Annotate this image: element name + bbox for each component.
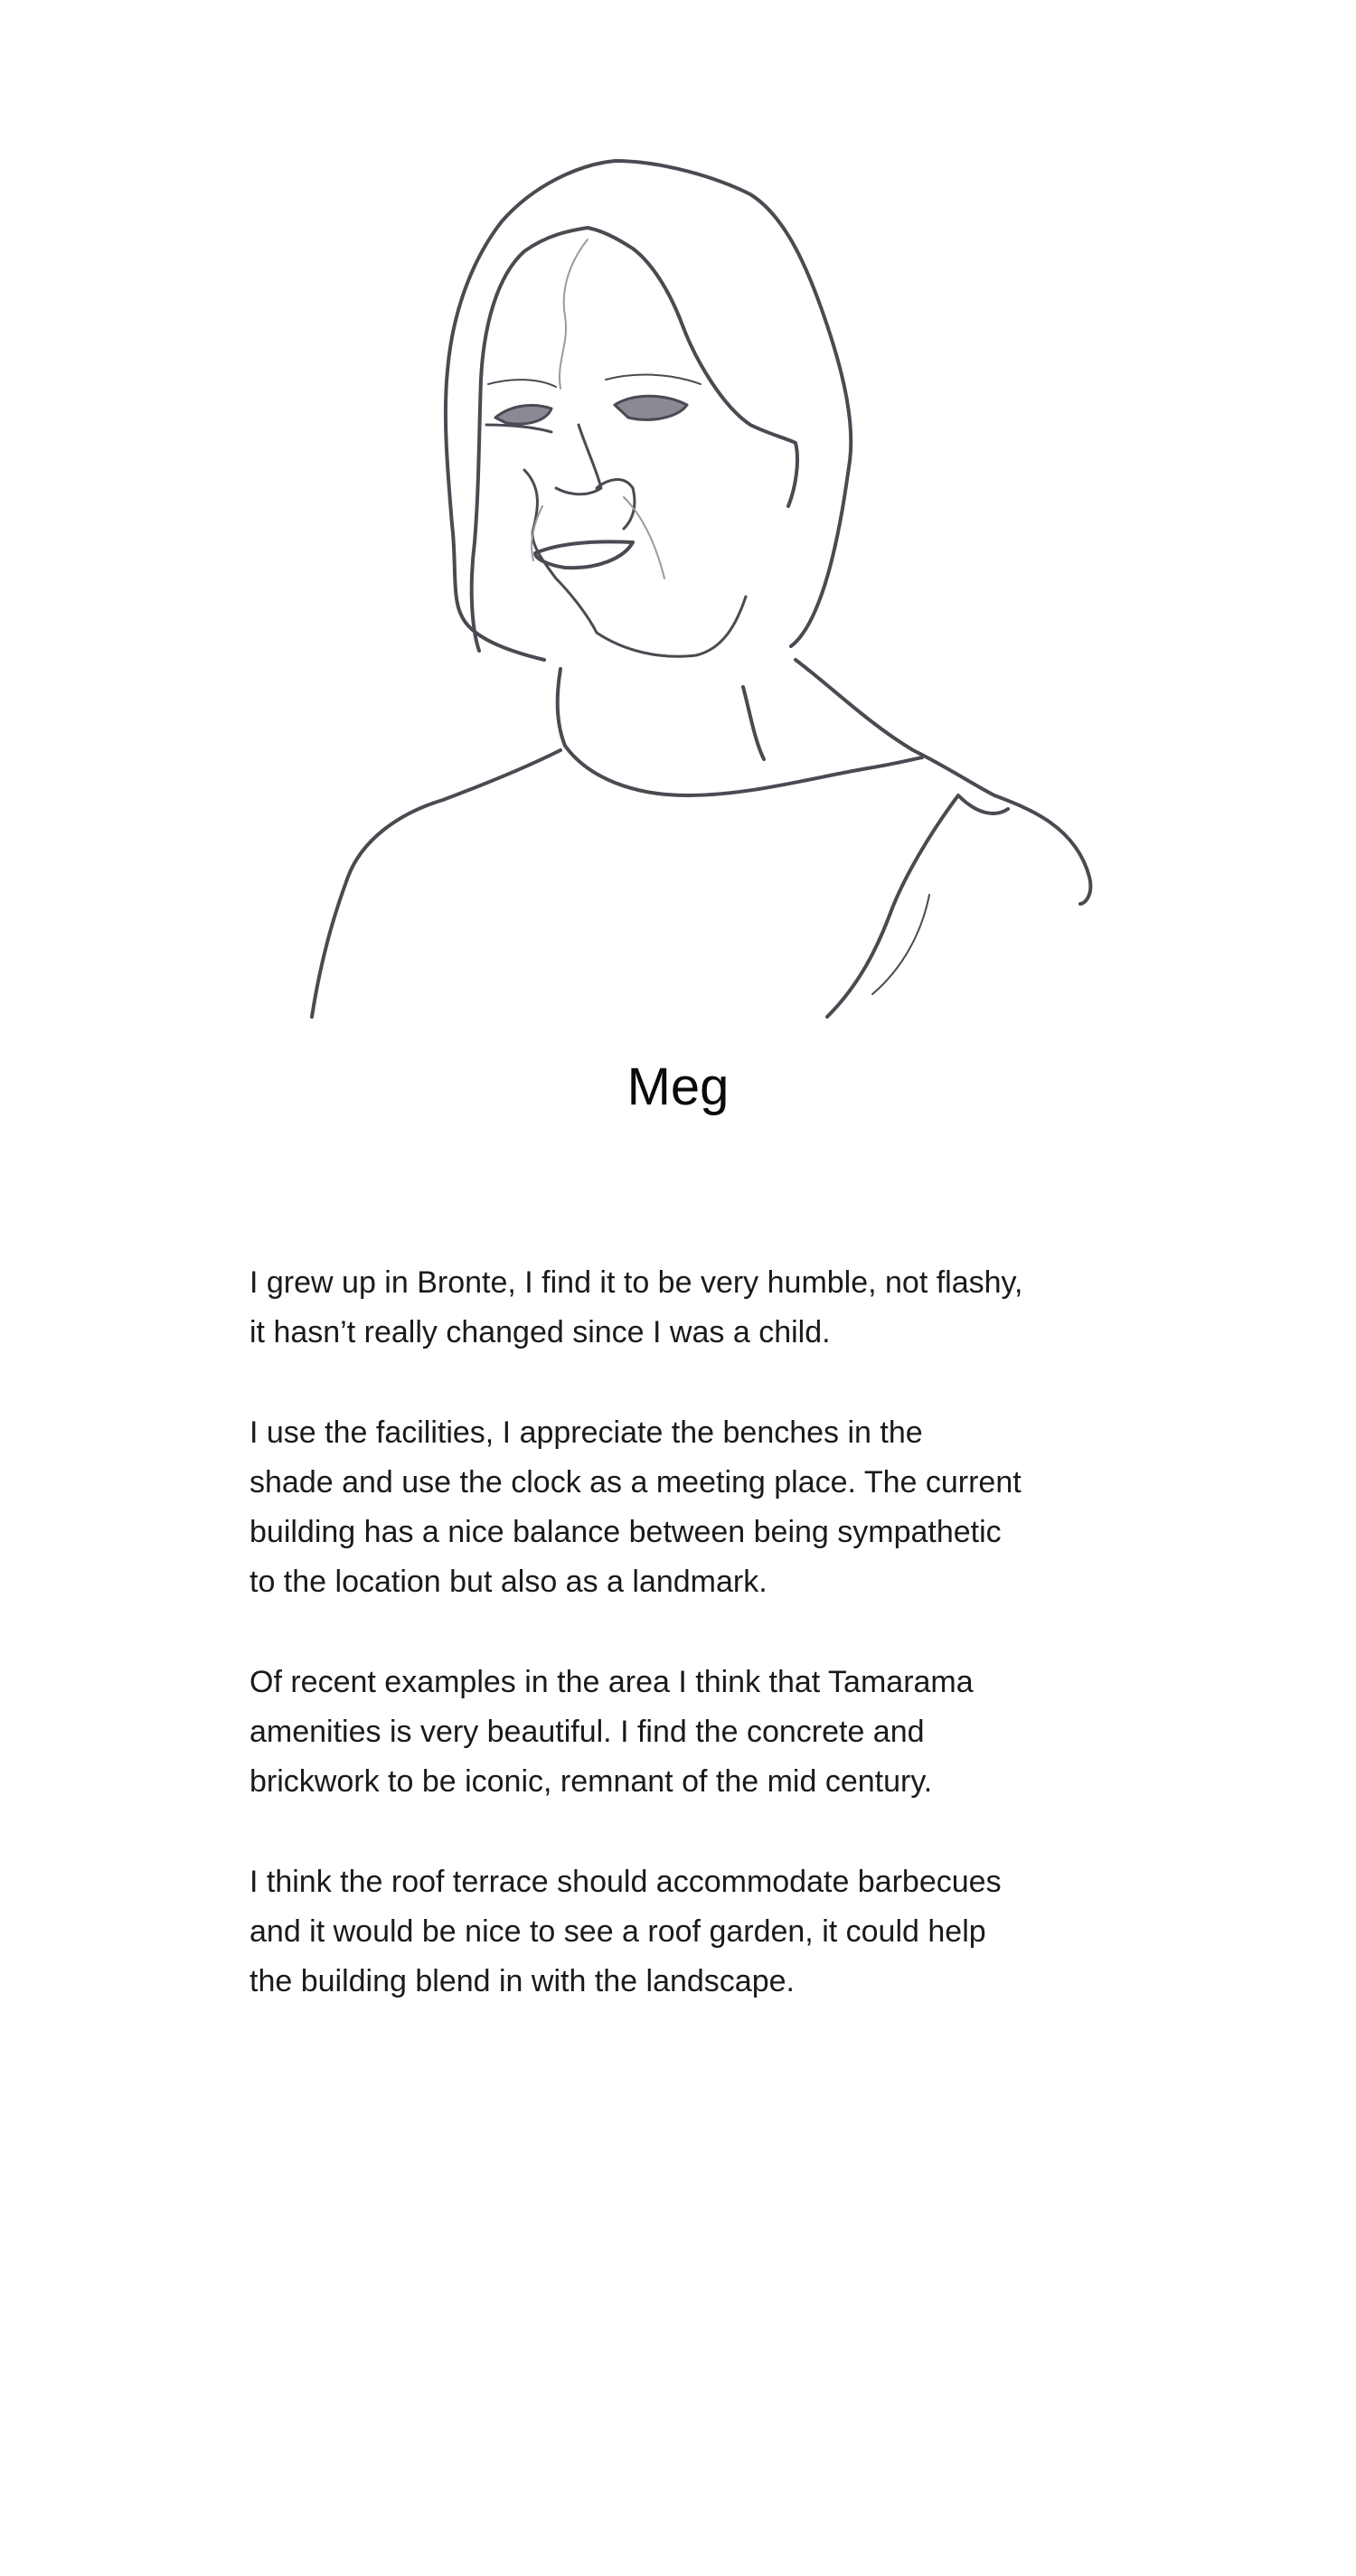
portrait-sketch-drawing [289, 145, 1103, 1021]
bio-text [250, 1258, 1117, 2057]
bio-paragraph: I think the roof terrace should accommodate barbecues and it would be nice to see a roof garden, it could help the building blend in with the landscape. [250, 1865, 1002, 1998]
collar [565, 746, 922, 795]
right-eye [615, 396, 687, 419]
bio-paragraph: Of recent examples in the area I think that Tamarama amenities is very beautiful. I find the concrete and brickwork to be iconic, remnant of the mid century. [250, 1665, 974, 1799]
bio-paragraph: I use the facilities, I appreciate the benches in the shade and use the clock as a meeting place. The current building has a nice balance between being sympathetic to the location but also as a landmark. [250, 1415, 1022, 1599]
portrait-sketch [289, 145, 1103, 1021]
brow-line [488, 375, 701, 387]
person-name: Meg [626, 1058, 730, 1116]
bio-paragraph: I grew up in Bronte, I find it to be very humble, not flashy, it hasn’t really changed since I was a child. [250, 1265, 1023, 1349]
right-shoulder [796, 660, 1090, 904]
hair-inner-line [472, 228, 797, 651]
left-shoulder [312, 750, 560, 1017]
shoulder-strap [827, 795, 1008, 1017]
mouth [535, 541, 633, 568]
nose [556, 425, 635, 529]
left-eye [495, 405, 551, 424]
hair-part-line [560, 240, 588, 389]
neck [558, 669, 764, 759]
strap-detail [872, 895, 929, 994]
